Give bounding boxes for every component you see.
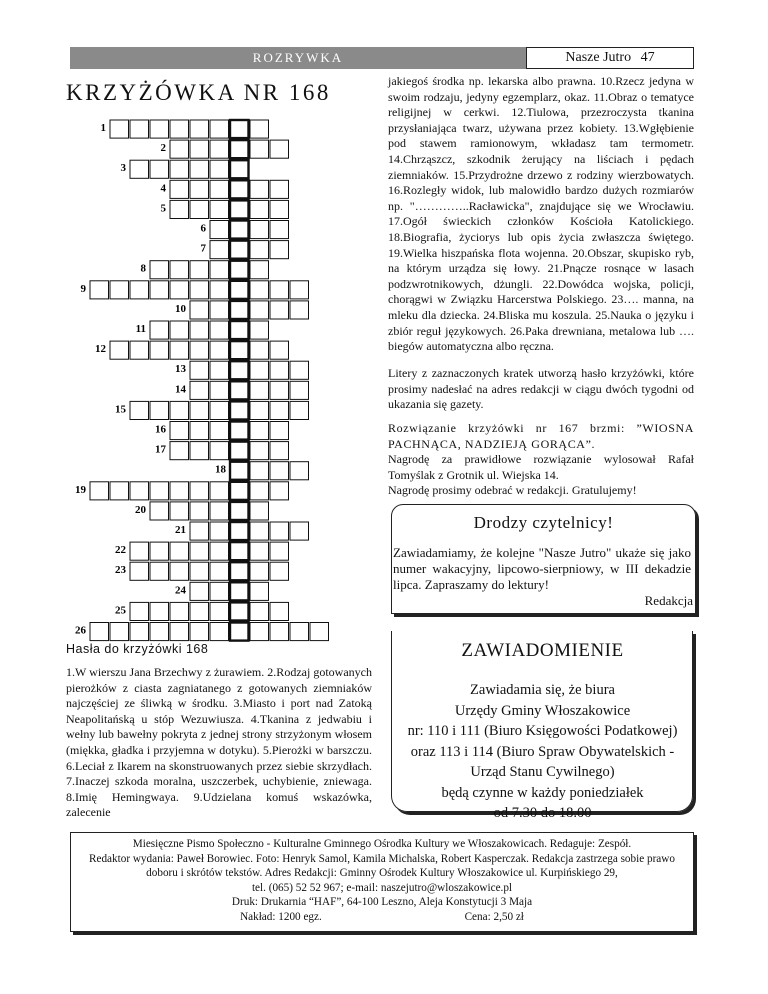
row-number: 1 [100,122,106,134]
crossword-cell[interactable] [270,623,289,641]
publication-name: Nasze Jutro [565,50,632,65]
crossword-cell[interactable] [130,281,149,299]
crossword-cell[interactable] [170,422,189,440]
crossword-cell[interactable] [250,602,269,620]
crossword-cell[interactable] [210,120,229,138]
crossword-cell[interactable] [190,422,209,440]
crossword-cell[interactable] [250,281,269,299]
crossword-cell[interactable] [250,301,269,319]
crossword-cell[interactable] [210,301,229,319]
crossword-cell[interactable] [250,140,269,158]
crossword-cell[interactable] [250,422,269,440]
crossword-cell[interactable] [230,120,249,138]
crossword-cell[interactable] [230,341,249,359]
row-number: 13 [175,363,186,376]
crossword-cell[interactable] [210,140,229,158]
row-number: 24 [175,584,186,597]
crossword-cell[interactable] [210,582,229,600]
crossword-cell[interactable] [210,522,229,540]
crossword-cell[interactable] [150,623,169,641]
crossword-cell[interactable] [210,160,229,178]
row-number: 23 [115,564,126,577]
crossword-cell[interactable] [270,602,289,620]
crossword-cell[interactable] [230,221,249,239]
crossword-cell[interactable] [290,623,309,641]
colophon-line: Redaktor wydania: Paweł Borowiec. Foto: Henryk Samol, Kamila Michalska, Robert Kasperczak. Redakcja zastrzega sobie prawo [89,852,675,865]
colophon-line: doboru i skrótów tekstów. Adres Redakcji: Gminny Ośrodek Kultury Włoszakowice ul. Kurpińskiego 29, [146,867,618,879]
office-notice-body [391,680,694,824]
crossword-cell[interactable] [290,301,309,319]
colophon [70,832,694,932]
crossword-cell[interactable] [250,120,269,138]
row-number: 25 [115,604,126,617]
crossword-cell[interactable] [190,442,209,460]
crossword-cell[interactable] [150,341,169,359]
crossword-cell[interactable] [150,120,169,138]
row-number: 22 [115,544,126,557]
crossword-cell[interactable] [290,281,309,299]
crossword-cell[interactable] [290,462,309,480]
row-number: 5 [160,202,166,215]
crossword-cell[interactable] [270,522,289,540]
crossword-cell[interactable] [190,321,209,339]
crossword-cell[interactable] [270,542,289,560]
row-number: 16 [155,423,166,436]
crossword-cell[interactable] [250,401,269,419]
crossword-cell[interactable] [190,623,209,641]
row-number: 26 [75,624,86,637]
crossword-cell[interactable] [230,602,249,620]
crossword-cell[interactable] [210,180,229,198]
crossword-cell[interactable] [290,361,309,379]
crossword-cell[interactable] [210,361,229,379]
crossword-cell[interactable] [130,120,149,138]
row-number: 21 [175,524,186,536]
crossword-cell[interactable] [250,321,269,339]
crossword-cell[interactable] [250,180,269,198]
crossword-cell[interactable] [230,422,249,440]
crossword-cell[interactable] [270,361,289,379]
crossword-cell[interactable] [210,602,229,620]
page-number: 47 [640,50,655,65]
crossword-cell[interactable] [250,562,269,580]
crossword-cell[interactable] [230,160,249,178]
crossword-cell[interactable] [170,542,189,560]
row-number: 14 [175,383,186,396]
crossword-cell[interactable] [270,301,289,319]
crossword-cell[interactable] [210,401,229,419]
crossword-cell[interactable] [110,482,129,500]
crossword-cell[interactable] [190,120,209,138]
colophon-line: Miesięczne Pismo Społeczno - Kulturalne Gminnego Ośrodka Kultury we Włoszakowicach. Redaguje: Zespół. [132,838,632,850]
crossword-cell[interactable] [230,582,249,600]
crossword-cell[interactable] [130,602,149,620]
row-number: 2 [160,142,166,155]
crossword-cell[interactable] [150,542,169,560]
crossword-cell[interactable] [270,281,289,299]
crossword-cell[interactable] [230,562,249,580]
crossword-cell[interactable] [250,502,269,520]
page-header [70,47,694,69]
row-number: 19 [75,483,86,496]
crossword-cell[interactable] [170,562,189,580]
section-label: ROZRYWKA [70,47,526,69]
crossword-cell[interactable] [190,160,209,178]
row-number: 4 [160,182,166,195]
row-number: 12 [95,343,106,356]
crossword-cell[interactable] [170,180,189,198]
crossword-cell[interactable] [130,623,149,641]
readers-notice-title: Drodzy czytelnicy! [473,513,614,532]
crossword-cell[interactable] [190,562,209,580]
row-number: 11 [135,323,146,335]
crossword-cell[interactable] [210,341,229,359]
crossword-cell[interactable] [170,160,189,178]
crossword-cell[interactable] [150,482,169,500]
crossword-cell[interactable] [110,281,129,299]
crossword-cell[interactable] [310,623,329,641]
crossword-cell[interactable] [150,261,169,279]
crossword-cell[interactable] [250,582,269,600]
readers-notice-body: Zawiadamiamy, że kolejne "Nasze Jutro" ukaże się jako numer wakacyjny, lipcowo-sierpniowy, w III dekadzie lipca. Zapraszamy do lektury! [393,545,691,592]
crossword-cell[interactable] [210,502,229,520]
crossword-cell[interactable] [150,160,169,178]
crossword-cell[interactable] [190,301,209,319]
crossword-cell[interactable] [150,321,169,339]
crossword-cell[interactable] [230,321,249,339]
crossword-cell[interactable] [250,522,269,540]
crossword-cell[interactable] [270,442,289,460]
crossword-cell[interactable] [110,341,129,359]
crossword-cell[interactable] [90,623,109,641]
crossword-cell[interactable] [290,381,309,399]
crossword-cell[interactable] [130,160,149,178]
crossword-cell[interactable] [110,623,129,641]
crossword-cell[interactable] [290,401,309,419]
crossword-cell[interactable] [270,562,289,580]
crossword-cell[interactable] [210,562,229,580]
crossword-cell[interactable] [210,281,229,299]
row-number: 17 [155,443,166,456]
previous-solution [388,421,694,499]
crossword-cell[interactable] [250,361,269,379]
crossword-cell[interactable] [170,623,189,641]
crossword-cell[interactable] [210,241,229,259]
crossword-cell[interactable] [190,281,209,299]
crossword-cell[interactable] [230,361,249,379]
crossword-cell[interactable] [190,522,209,540]
crossword-cell[interactable] [250,221,269,239]
crossword-cell[interactable] [170,281,189,299]
crossword-cell[interactable] [110,120,129,138]
solution-text: Rozwiązanie krzyżówki nr 167 brzmi: ”WIOSNA PACHNĄCA, NADZIEJĄ GORĄCA”. [388,421,694,451]
crossword-cell[interactable] [90,281,109,299]
row-number: 20 [135,503,146,516]
office-notice-line: Zawiadamia się, że biura [470,682,615,698]
office-notice-line: oraz 113 i 114 (Biuro Spraw Obywatelskich - [410,743,675,760]
crossword-cell[interactable] [170,140,189,158]
crossword-cell[interactable] [210,321,229,339]
crossword-cell[interactable] [250,381,269,399]
crossword-cell[interactable] [150,502,169,520]
winner-text: Nagrodę za prawidłowe rozwiązanie wylosował Rafał Tomyślak z Grotnik ul. Wiejska 14. [388,452,694,482]
office-notice-line: od 7.30 do 18.00 [493,805,592,821]
crossword-cell[interactable] [230,462,249,480]
row-number: 3 [120,162,126,175]
colophon-line [71,910,693,925]
crossword-cell[interactable] [170,602,189,620]
crossword-cell[interactable] [190,140,209,158]
crossword-cell[interactable] [130,482,149,500]
crossword-cell[interactable] [230,381,249,399]
office-notice-line: Urzędy Gminy Włoszakowice [454,702,631,719]
crossword-cell[interactable] [150,281,169,299]
crossword-cell[interactable] [190,401,209,419]
crossword-cell[interactable] [210,482,229,500]
row-number: 18 [215,463,226,476]
crossword-title: KRZYŻÓWKA NR 168 [66,80,331,105]
crossword-cell[interactable] [270,422,289,440]
office-notice-line: będą czynne w każdy poniedziałek [441,784,644,801]
crossword-cell[interactable] [130,341,149,359]
crossword-cell[interactable] [250,542,269,560]
crossword-cell[interactable] [250,241,269,259]
crossword-cell[interactable] [170,401,189,419]
crossword-cell[interactable] [210,381,229,399]
crossword-cell[interactable] [250,261,269,279]
office-notice-line: Urząd Stanu Cywilnego) [470,764,615,780]
crossword-cell[interactable] [190,482,209,500]
colophon-line: tel. (065) 52 52 967; e-mail: naszejutro@wloszakowice.pl [251,881,513,894]
crossword-cell[interactable] [230,301,249,319]
row-number: 7 [200,242,206,255]
crossword-cell[interactable] [130,401,149,419]
crossword-cell[interactable] [150,401,169,419]
crossword-cell[interactable] [170,341,189,359]
crossword-instructions: Litery z zaznaczonych kratek utworzą hasło krzyżówki, które prosimy nadesłać na adres redakcji w ciągu dwóch tygodni od ukazania się gazety. [388,366,694,412]
crossword-cell[interactable] [170,442,189,460]
crossword-cell[interactable] [230,180,249,198]
crossword-cell[interactable] [270,221,289,239]
crossword-cell[interactable] [290,522,309,540]
crossword-cell[interactable] [230,542,249,560]
crossword-cell[interactable] [190,602,209,620]
crossword-cell[interactable] [170,321,189,339]
price: Cena: 2,50 zł [464,910,524,923]
crossword-cell[interactable] [270,341,289,359]
crossword-cell[interactable] [270,140,289,158]
crossword-cell[interactable] [270,401,289,419]
crossword-cell[interactable] [230,442,249,460]
crossword-cell[interactable] [90,482,109,500]
crossword-cell[interactable] [210,623,229,641]
crossword-cell[interactable] [210,261,229,279]
crossword-cell[interactable] [230,140,249,158]
crossword-cell[interactable] [230,502,249,520]
office-notice-line: nr: 110 i 111 (Biuro Księgowości Podatkowej) [407,723,678,739]
crossword-cell[interactable] [250,200,269,218]
crossword-cell[interactable] [250,442,269,460]
crossword-cell[interactable] [170,120,189,138]
crossword-cell[interactable] [190,341,209,359]
crossword-cell[interactable] [230,261,249,279]
crossword-cell[interactable] [190,361,209,379]
crossword-cell[interactable] [210,200,229,218]
crossword-cell[interactable] [230,522,249,540]
row-number: 9 [80,282,86,295]
crossword-cell[interactable] [230,401,249,419]
crossword-cell[interactable] [170,502,189,520]
crossword-cell[interactable] [210,221,229,239]
crossword-cell[interactable] [230,200,249,218]
crossword-cell[interactable] [170,261,189,279]
crossword-cell[interactable] [190,502,209,520]
circulation: Nakład: 1200 egz. [240,910,322,923]
crossword-cell[interactable] [250,341,269,359]
readers-notice-signature: Redakcja [644,593,693,608]
row-number: 15 [115,403,126,416]
publication-page [526,47,694,69]
crossword-cell[interactable] [270,381,289,399]
clues-heading: Hasła do krzyżówki 168 [66,642,209,656]
crossword-cell[interactable] [130,562,149,580]
colophon-line: Druk: Drukarnia “HAF”, 64-100 Leszno, Aleja Konstytucji 3 Maja [231,896,533,908]
crossword-cell[interactable] [270,180,289,198]
crossword-cell[interactable] [130,542,149,560]
crossword-cell[interactable] [190,200,209,218]
crossword-cell[interactable] [250,482,269,500]
crossword-cell[interactable] [190,582,209,600]
collect-prize-text: Nagrodę prosimy odebrać w redakcji. Gratulujemy! [388,483,637,498]
office-notice-title: ZAWIADOMIENIE [461,640,624,661]
crossword-cell[interactable] [190,261,209,279]
crossword-cell[interactable] [270,482,289,500]
crossword-cell[interactable] [230,281,249,299]
clues-part-1: 1.W wierszu Jana Brzechwy z żurawiem. 2.Rodzaj gotowanych pierożków z ciasta zagniatanego z gotowanych ziemniaków najczęściej ze śliwką w środku. 3.Miasto i port nad Zatoką Neapolitańską u stóp Wezuwiusza. 4.Tkanina z jedwabiu i wełny lub bawełny pokryta z jednej strony strzyżonym włosem (miękka, gładka i przyjemna w dotyku). 5.Pierożki w barszczu. 6.Leciał z Ikarem na skonstruowanych przez siebie skrzydłach. 7.Inaczej szkoda moralna, uszczerbek, uchybienie, zniewaga. 8.Imię Hemingwaya. 9.Udzielana komuś wskazówka, zalecenie [66,665,372,820]
crossword-cell[interactable] [190,542,209,560]
readers-notice [391,504,696,614]
row-number: 6 [200,222,206,235]
crossword-cell[interactable] [250,623,269,641]
row-number: 8 [140,262,146,275]
crossword-cell[interactable] [230,241,249,259]
crossword-cell[interactable] [150,562,169,580]
crossword-cell[interactable] [210,442,229,460]
crossword-cell[interactable] [230,623,249,641]
crossword-grid[interactable] [70,110,380,637]
crossword-cell[interactable] [210,542,229,560]
crossword-cell[interactable] [190,180,209,198]
crossword-cell[interactable] [270,241,289,259]
crossword-cell[interactable] [170,200,189,218]
crossword-cell[interactable] [250,462,269,480]
crossword-cell[interactable] [270,200,289,218]
crossword-cell[interactable] [230,482,249,500]
row-number: 10 [175,302,186,315]
crossword-cell[interactable] [190,381,209,399]
crossword-cell[interactable] [270,462,289,480]
crossword-cell[interactable] [150,602,169,620]
clues-part-2: jakiegoś środka np. lekarska albo prawna. 10.Rzecz jedyna w swoim rodzaju, jedyny egzemplarz, okaz. 11.Obraz o tematyce religijnej w cerkwi. 12.Tiulowa, przezroczysta tkanina przysłaniająca twarz, używana przez kobiety. 13.Wgłębienie pod stawem ramionowym, wkładasz tam termometr. 14.Chrząszcz, szkodnik żerujący na liściach i pędach ziemniaków. 15.Przydrożne drzewo z rodziny wierzbowatych. 16.Rozległy widok, lub malowidło bardzo dużych rozmiarów np. "…………..Racławicka", znajdujące się we Wrocławiu. 17.Ogół świeckich członków Kościoła Katolickiego. 18.Biografia, życiorys lub opis życia zwłaszcza świętego. 19.Wielka hiszpańska flota wojenna. 20.Obszar, skupisko ryb, na którym urządza się łowy. 21.Pnącze rosnące w lasach podzwrotnikowych, dżungli. 22.Dowódca wojska, policji, chorągwi w Związku Harcerstwa Polskiego. 23…. manna, na mleku dla dziecka. 24.Bliska mu koszula. 25.Nauka o języku i zbiór reguł językowych. 26.Paka drewniana, metalowa lub …. biegów automatyczna albo ręczna. [388,74,694,354]
crossword-cell[interactable] [210,422,229,440]
crossword-cell[interactable] [170,482,189,500]
